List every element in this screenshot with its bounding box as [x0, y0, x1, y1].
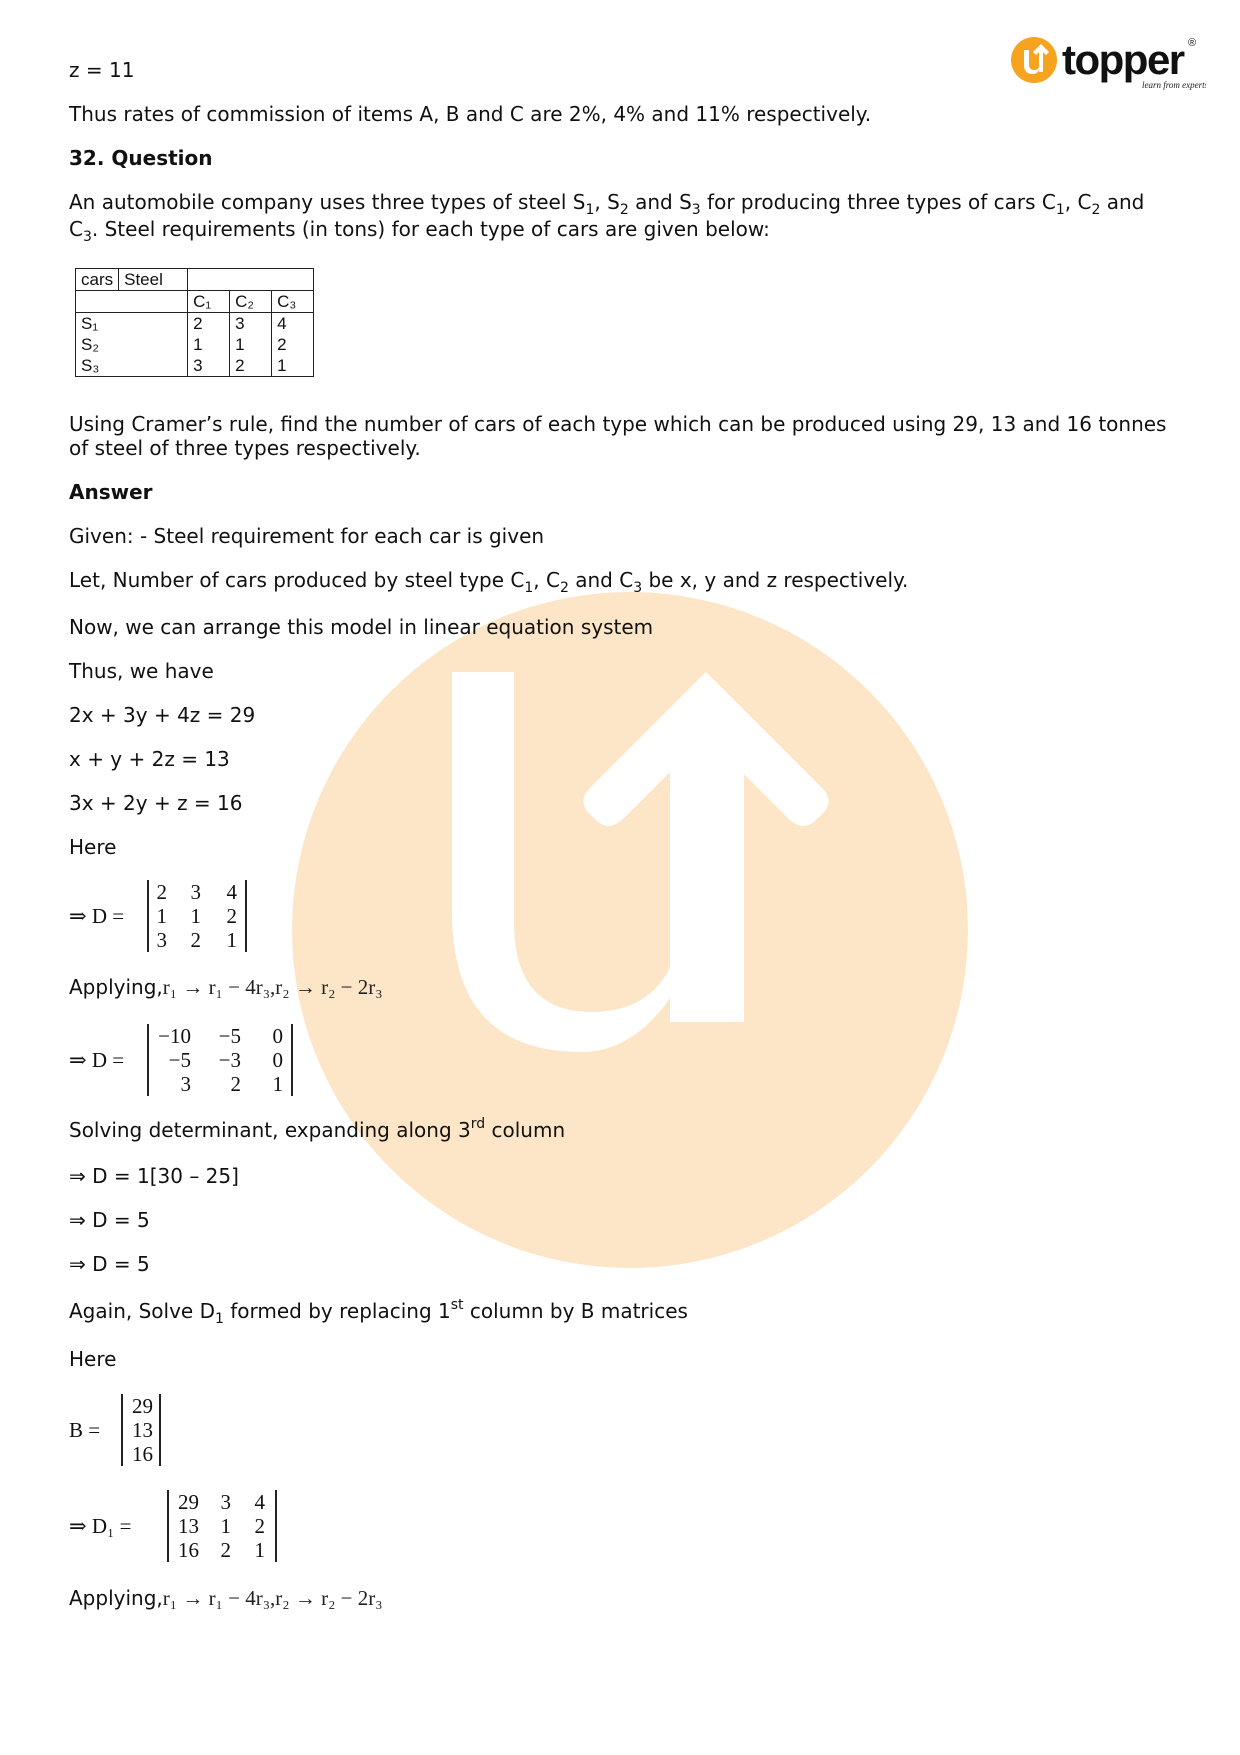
table-col-header: C₂	[230, 291, 272, 313]
table-cell: 1	[272, 355, 314, 377]
det-cell: 1	[254, 1538, 265, 1562]
det-cell: 29	[132, 1394, 153, 1418]
z-value-line: z = 11	[69, 58, 135, 82]
answer-heading: Answer	[69, 480, 153, 504]
equation-2: x + y + 2z = 13	[69, 747, 230, 771]
applying-line-1: Applying,r₁ → r₁ − 4r₃,r₂ → r₂ − 2r₃	[69, 975, 383, 999]
det-cell: 3	[190, 880, 201, 904]
det-cell: 2	[190, 928, 201, 952]
equation-1: 2x + 3y + 4z = 29	[69, 703, 256, 727]
det-cell: −3	[218, 1048, 241, 1072]
table-row-label: S₃	[76, 355, 188, 377]
det-cell: 2	[230, 1072, 241, 1096]
here-line-2: Here	[69, 1347, 117, 1371]
question-heading: 32. Question	[69, 146, 213, 170]
solving-line: Solving determinant, expanding along 3rd column	[69, 1116, 566, 1142]
table-cell: 1	[230, 334, 272, 355]
determinant-d	[69, 878, 269, 954]
given-line: Given: - Steel requirement for each car is given	[69, 524, 545, 548]
table-cell: 2	[230, 355, 272, 377]
table-row-label: S₂	[76, 334, 188, 355]
table-col-header: C₁	[188, 291, 230, 313]
det-cell: 3	[156, 928, 167, 952]
again-line: Again, Solve $D_1$ formed by replacing 1st column by B matrices	[69, 1297, 688, 1327]
table-row	[76, 355, 314, 377]
d-value-1: ⇒ D = 5	[69, 1208, 150, 1232]
table-cell: 3	[230, 313, 272, 335]
det-cell: 1	[220, 1514, 231, 1538]
table-header-cars: cars	[76, 269, 119, 291]
watermark-logo-icon	[292, 592, 968, 1268]
det-cell: −5	[168, 1048, 191, 1072]
det-cell: 13	[132, 1418, 153, 1442]
det-cell: 1	[226, 928, 237, 952]
det-cell: 1	[272, 1072, 283, 1096]
table-row	[76, 291, 314, 313]
det-prefix: ⇒ D₁ =	[69, 1514, 132, 1538]
det-cell: 0	[272, 1024, 283, 1048]
table-header-steel: Steel	[119, 269, 188, 291]
det-prefix: B =	[69, 1418, 101, 1442]
table-row	[76, 269, 314, 291]
det-prefix: ⇒ D =	[69, 904, 125, 928]
det-cell: 4	[226, 880, 237, 904]
det-cell: 2	[220, 1538, 231, 1562]
det-cell: 2	[254, 1514, 265, 1538]
now-line: Now, we can arrange this model in linear equation system	[69, 615, 654, 639]
applying-line-2: Applying,r₁ → r₁ − 4r₃,r₂ → r₂ − 2r₃	[69, 1586, 383, 1610]
registered-mark: ®	[1188, 37, 1197, 49]
det-cell: −5	[218, 1024, 241, 1048]
steel-requirement-table	[75, 268, 314, 377]
det-cell: 16	[178, 1538, 199, 1562]
det-cell: 1	[190, 904, 201, 928]
det-cell: 3	[220, 1490, 231, 1514]
topper-logo-icon	[1010, 34, 1206, 94]
d-calculation: ⇒ D = 1[30 – 25]	[69, 1164, 239, 1188]
table-cell: 4	[272, 313, 314, 335]
table-cell: 1	[188, 334, 230, 355]
det-cell: 16	[132, 1442, 153, 1466]
table-row	[76, 313, 314, 335]
d-value-2: ⇒ D = 5	[69, 1252, 150, 1276]
thus-rates-line: Thus rates of commission of items A, B and C are 2%, 4% and 11% respectively.	[69, 102, 872, 126]
det-cell: 4	[254, 1490, 265, 1514]
question-text-line2: $C_3$. Steel requirements (in tons) for each type of cars are given below:	[69, 217, 770, 245]
det-cell: 2	[226, 904, 237, 928]
question-text-line1: An automobile company uses three types of steel $S_1$, $S_2$ and $S_3$ for producing three types of cars $C_1$, $C_2$ and	[69, 190, 1145, 218]
det-cell: 2	[156, 880, 167, 904]
table-row	[76, 334, 314, 355]
table-cell: 2	[272, 334, 314, 355]
table-row-label: S₁	[76, 313, 188, 335]
determinant-d1	[69, 1488, 289, 1564]
topper-logo	[1010, 34, 1206, 94]
using-cramer-line2: of steel of three types respectively.	[69, 436, 421, 460]
brand-tagline: learn from experts	[1142, 80, 1206, 90]
det-prefix: ⇒ D =	[69, 1048, 125, 1072]
brand-name: topper	[1062, 36, 1184, 83]
table-col-header: C₃	[272, 291, 314, 313]
det-cell: 29	[178, 1490, 199, 1514]
det-cell: 13	[178, 1514, 199, 1538]
let-line: Let, Number of cars produced by steel type $C_1$, $C_2$ and $C_3$ be x, y and z respectively.	[69, 568, 909, 596]
determinant-d-reduced	[69, 1022, 329, 1098]
here-line: Here	[69, 835, 117, 859]
equation-3: 3x + 2y + z = 16	[69, 791, 243, 815]
det-cell: 0	[272, 1048, 283, 1072]
using-cramer-line1: Using Cramer’s rule, find the number of cars of each type which can be produced using 29, 13 and 16 tonnes	[69, 412, 1167, 436]
table-cell: 2	[188, 313, 230, 335]
det-cell: −10	[158, 1024, 191, 1048]
table-cell: 3	[188, 355, 230, 377]
matrix-b	[69, 1392, 189, 1468]
det-cell: 3	[180, 1072, 191, 1096]
thus-have-line: Thus, we have	[69, 659, 214, 683]
det-cell: 1	[156, 904, 167, 928]
